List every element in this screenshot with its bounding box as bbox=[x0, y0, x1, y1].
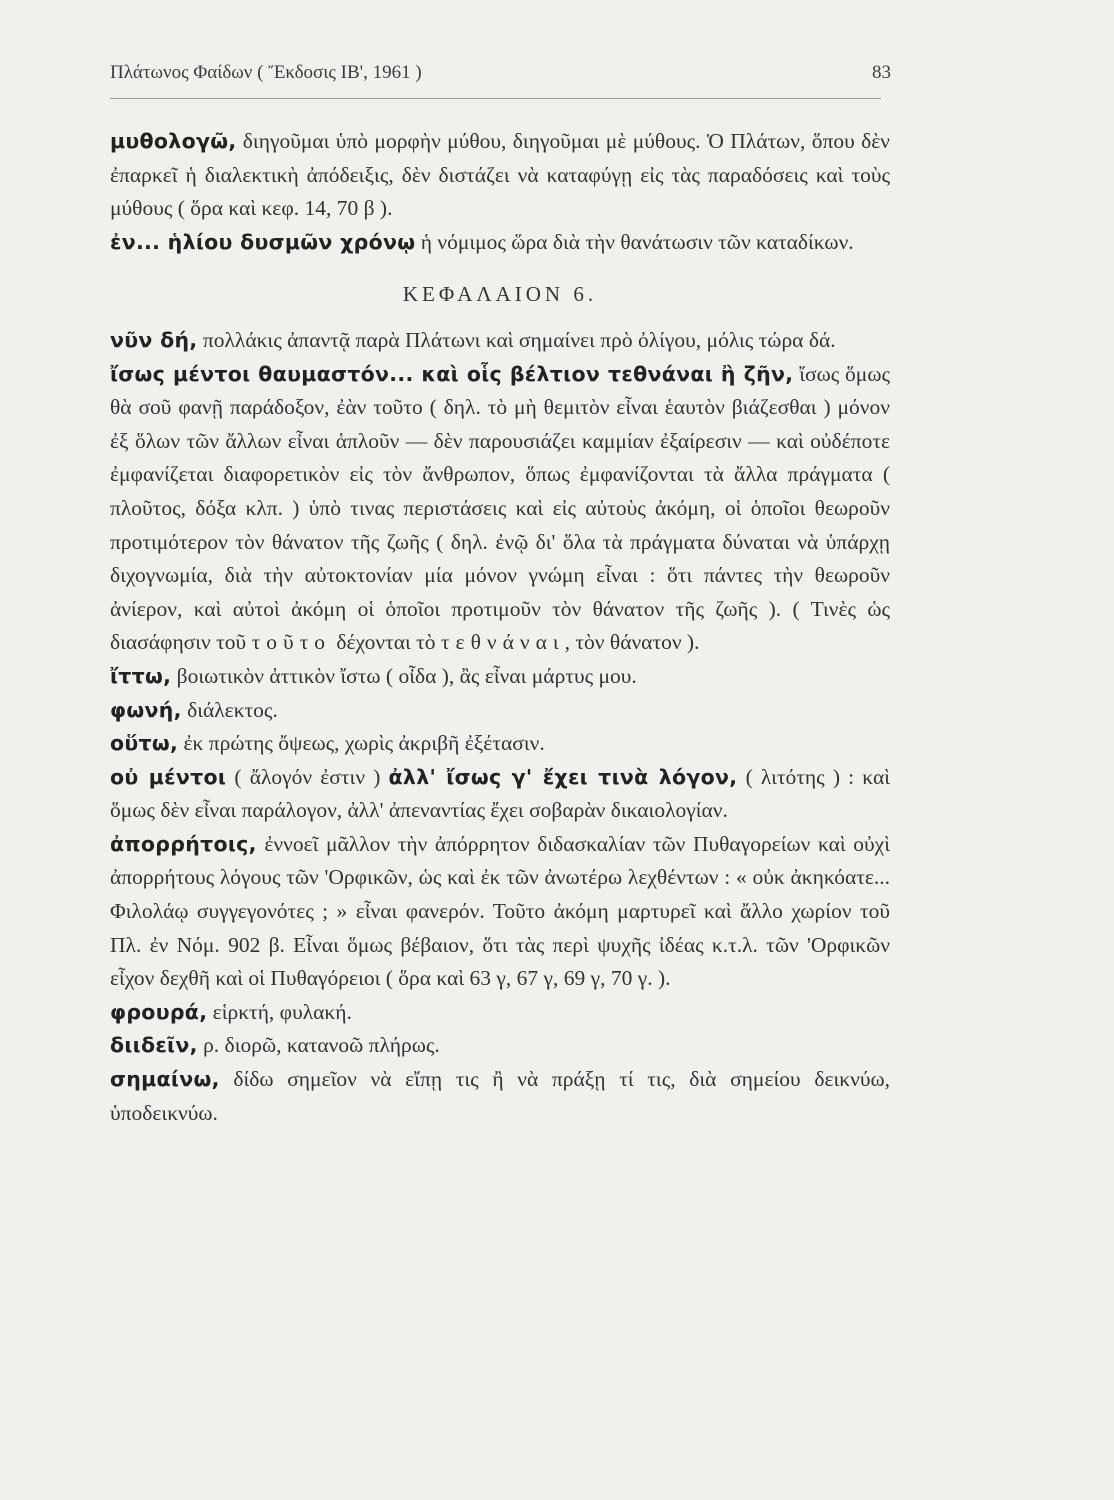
entry-aporretois bbox=[110, 828, 890, 996]
entry-text: πολλάκις ἀπαντᾷ παρὰ Πλάτωνι καὶ σημαίνει πρὸ ὀλίγου, μόλις τώρα δά. bbox=[197, 327, 836, 352]
entry-term: σημαίνω, bbox=[110, 1067, 220, 1092]
entry-term: νῦν δή, bbox=[110, 327, 198, 352]
commentary-text bbox=[110, 125, 890, 1130]
entry-term: φωνή, bbox=[110, 697, 182, 722]
entry-text: ἴσως ὅμως θὰ σοῦ φανῇ παράδοξον, ἐὰν τοῦτο ( δηλ. τὸ μὴ θεμιτὸν εἶναι ἑαυτὸν βιάζεσθαι ) μόνον ἐξ ὅλων τῶν ἄλλων εἶναι ἁπλοῦν — δὲν παρουσιάζει καμμίαν ἐξαίρεσιν — καὶ οὐδέποτε ἐμφανίζεται διαφορετικὸν εἰς τὸν ἄνθρωπον, ὅπως ἐμφανίζονται τὰ ἄλλα πράγματα ( πλοῦτος, δόξα κλπ. ) ὑπὸ τινας περιστάσεις καὶ εἰς αὐτοὺς ἀκόμη, οἱ ὁποῖοι θεωροῦν προτιμότερον τὸν θάνατον τῆς ζωῆς ( δηλ. ἐνῷ δι' ὅλα τὰ πράγματα δύναται νὰ ὑπάρχῃ διχογνωμία, διὰ τὴν αὐτοκτονίαν μία μόνον γνώμη εἶναι : ὅτι πάντες τὴν θεωροῦν ἀνίερον, καὶ αὐτοὶ ἀκόμη οἱ ὁποῖοι προτιμοῦν τὸν θάνατον τῆς ζωῆς ). ( Τινὲς ὡς διασάφησιν τοῦ bbox=[110, 361, 890, 655]
entry-text: ἡ νόμιμος ὥρα διὰ τὴν θανάτωσιν τῶν καταδίκων. bbox=[415, 229, 854, 254]
entry-term: ἀπορρήτοις, bbox=[110, 831, 257, 856]
entry-text: , τὸν θάνατον ). bbox=[564, 630, 700, 655]
entry-term: μυθολογῶ, bbox=[110, 129, 237, 153]
entry-term: ἴττω, bbox=[110, 663, 172, 688]
entry-text: ἐκ πρώτης ὄψεως, χωρὶς ἀκριβῆ ἐξέτασιν. bbox=[178, 731, 545, 756]
spaced-word: τοῦτο bbox=[251, 630, 332, 655]
entry-mythologo bbox=[110, 125, 890, 226]
entry-text: ἐννοεῖ μᾶλλον τὴν ἀπόρρητον διδασκαλίαν τῶν Πυθαγορείων καὶ οὐχὶ ἀπορρήτους λόγους τῶν 'Ορφικῶν, ὡς καὶ ἐκ τῶν ἀνωτέρω λεχθέντων : « οὐκ ἀκηκόατε... Φιλολάῳ συγγεγονότες ; » εἶναι φανερόν. Τοῦτο ἀκόμη μαρτυρεῖ καὶ ἄλλο χωρίον τοῦ Πλ. ἐν Νόμ. 902 β. Εἶναι ὅμως βέβαιον, ὅτι τὰς περὶ ψυχῆς ἰδέας κ.τ.λ. τῶν 'Ορφικῶν εἶχον δεχθῆ καὶ οἱ Πυθαγόρειοι ( ὅρα καὶ 63 γ, 67 γ, 69 γ, 70 γ. ). bbox=[110, 831, 890, 991]
entry-text: ρ. διορῶ, κατανοῶ πλήρως. bbox=[197, 1033, 440, 1058]
entry-term: οὕτω, bbox=[110, 731, 179, 756]
entry-ou-mentoi bbox=[110, 761, 890, 828]
page-number: 83 bbox=[872, 62, 891, 83]
entry-text: διηγοῦμαι ὑπὸ μορφὴν μύθου, διηγοῦμαι μὲ μύθους. Ὁ Πλάτων, ὅπου δὲν ἐπαρκεῖ ἡ διαλεκτικὴ ἀπόδειξις, δὲν διστάζει νὰ καταφύγῃ εἰς τὰς παραδόσεις καὶ τοὺς μύθους ( ὅρα καὶ κεφ. 14, 70 β ). bbox=[110, 129, 890, 221]
entry-houto bbox=[110, 727, 890, 761]
spaced-word: τεθνάναι bbox=[440, 630, 565, 655]
entry-text: βοιωτικὸν ἀττικὸν ἴστω ( οἶδα ), ἂς εἶναι μάρτυς μου. bbox=[171, 663, 637, 688]
entry-term: οὐ μέντοι bbox=[110, 764, 227, 789]
entry-diidein bbox=[110, 1029, 890, 1063]
entry-phroura bbox=[110, 996, 890, 1030]
entry-itto bbox=[110, 660, 890, 694]
chapter-heading: ΚΕΦΑΛΑΙΟΝ 6. bbox=[402, 282, 598, 307]
entry-isos-mentoi bbox=[110, 358, 890, 660]
entry-text: δέχονται τὸ bbox=[331, 630, 441, 655]
entry-semaino bbox=[110, 1063, 890, 1130]
entry-term: ἐν... ἡλίου δυσμῶν χρόνῳ bbox=[110, 229, 416, 254]
running-title: Πλάτωνος Φαίδων ( Ἔκδοσις ΙΒ', 1961 ) bbox=[110, 62, 422, 83]
entry-phone bbox=[110, 694, 890, 728]
entry-term: ἀλλ' ἴσως γ' ἔχει τινὰ λόγον, bbox=[388, 764, 738, 789]
entry-text: διάλεκτος. bbox=[181, 697, 278, 722]
entry-text: ( λιτότης ) : καὶ ὅμως δὲν εἶναι παράλογον, ἀλλ' ἀπεναντίας ἔχει σοβαρὰν δικαιολογίαν. bbox=[110, 764, 890, 823]
entry-en-heliou bbox=[110, 226, 890, 260]
entry-text: εἱρκτή, φυλακή. bbox=[207, 999, 352, 1024]
entry-text: ( ἄλογόν ἐστιν ) bbox=[226, 764, 389, 789]
entry-term: φρουρά, bbox=[110, 999, 208, 1024]
running-header bbox=[110, 62, 891, 99]
entry-term: ἴσως μέντοι θαυμαστόν... καὶ οἷς βέλτιον τεθνάναι ἢ ζῆν, bbox=[110, 361, 794, 386]
entry-nyn-de bbox=[110, 324, 890, 358]
entry-term: διιδεῖν, bbox=[110, 1033, 198, 1058]
entry-text: δίδω σημεῖον νὰ εἴπῃ τις ἢ νὰ πράξῃ τί τις, διὰ σημείου δεικνύω, ὑποδεικνύω. bbox=[110, 1067, 890, 1125]
